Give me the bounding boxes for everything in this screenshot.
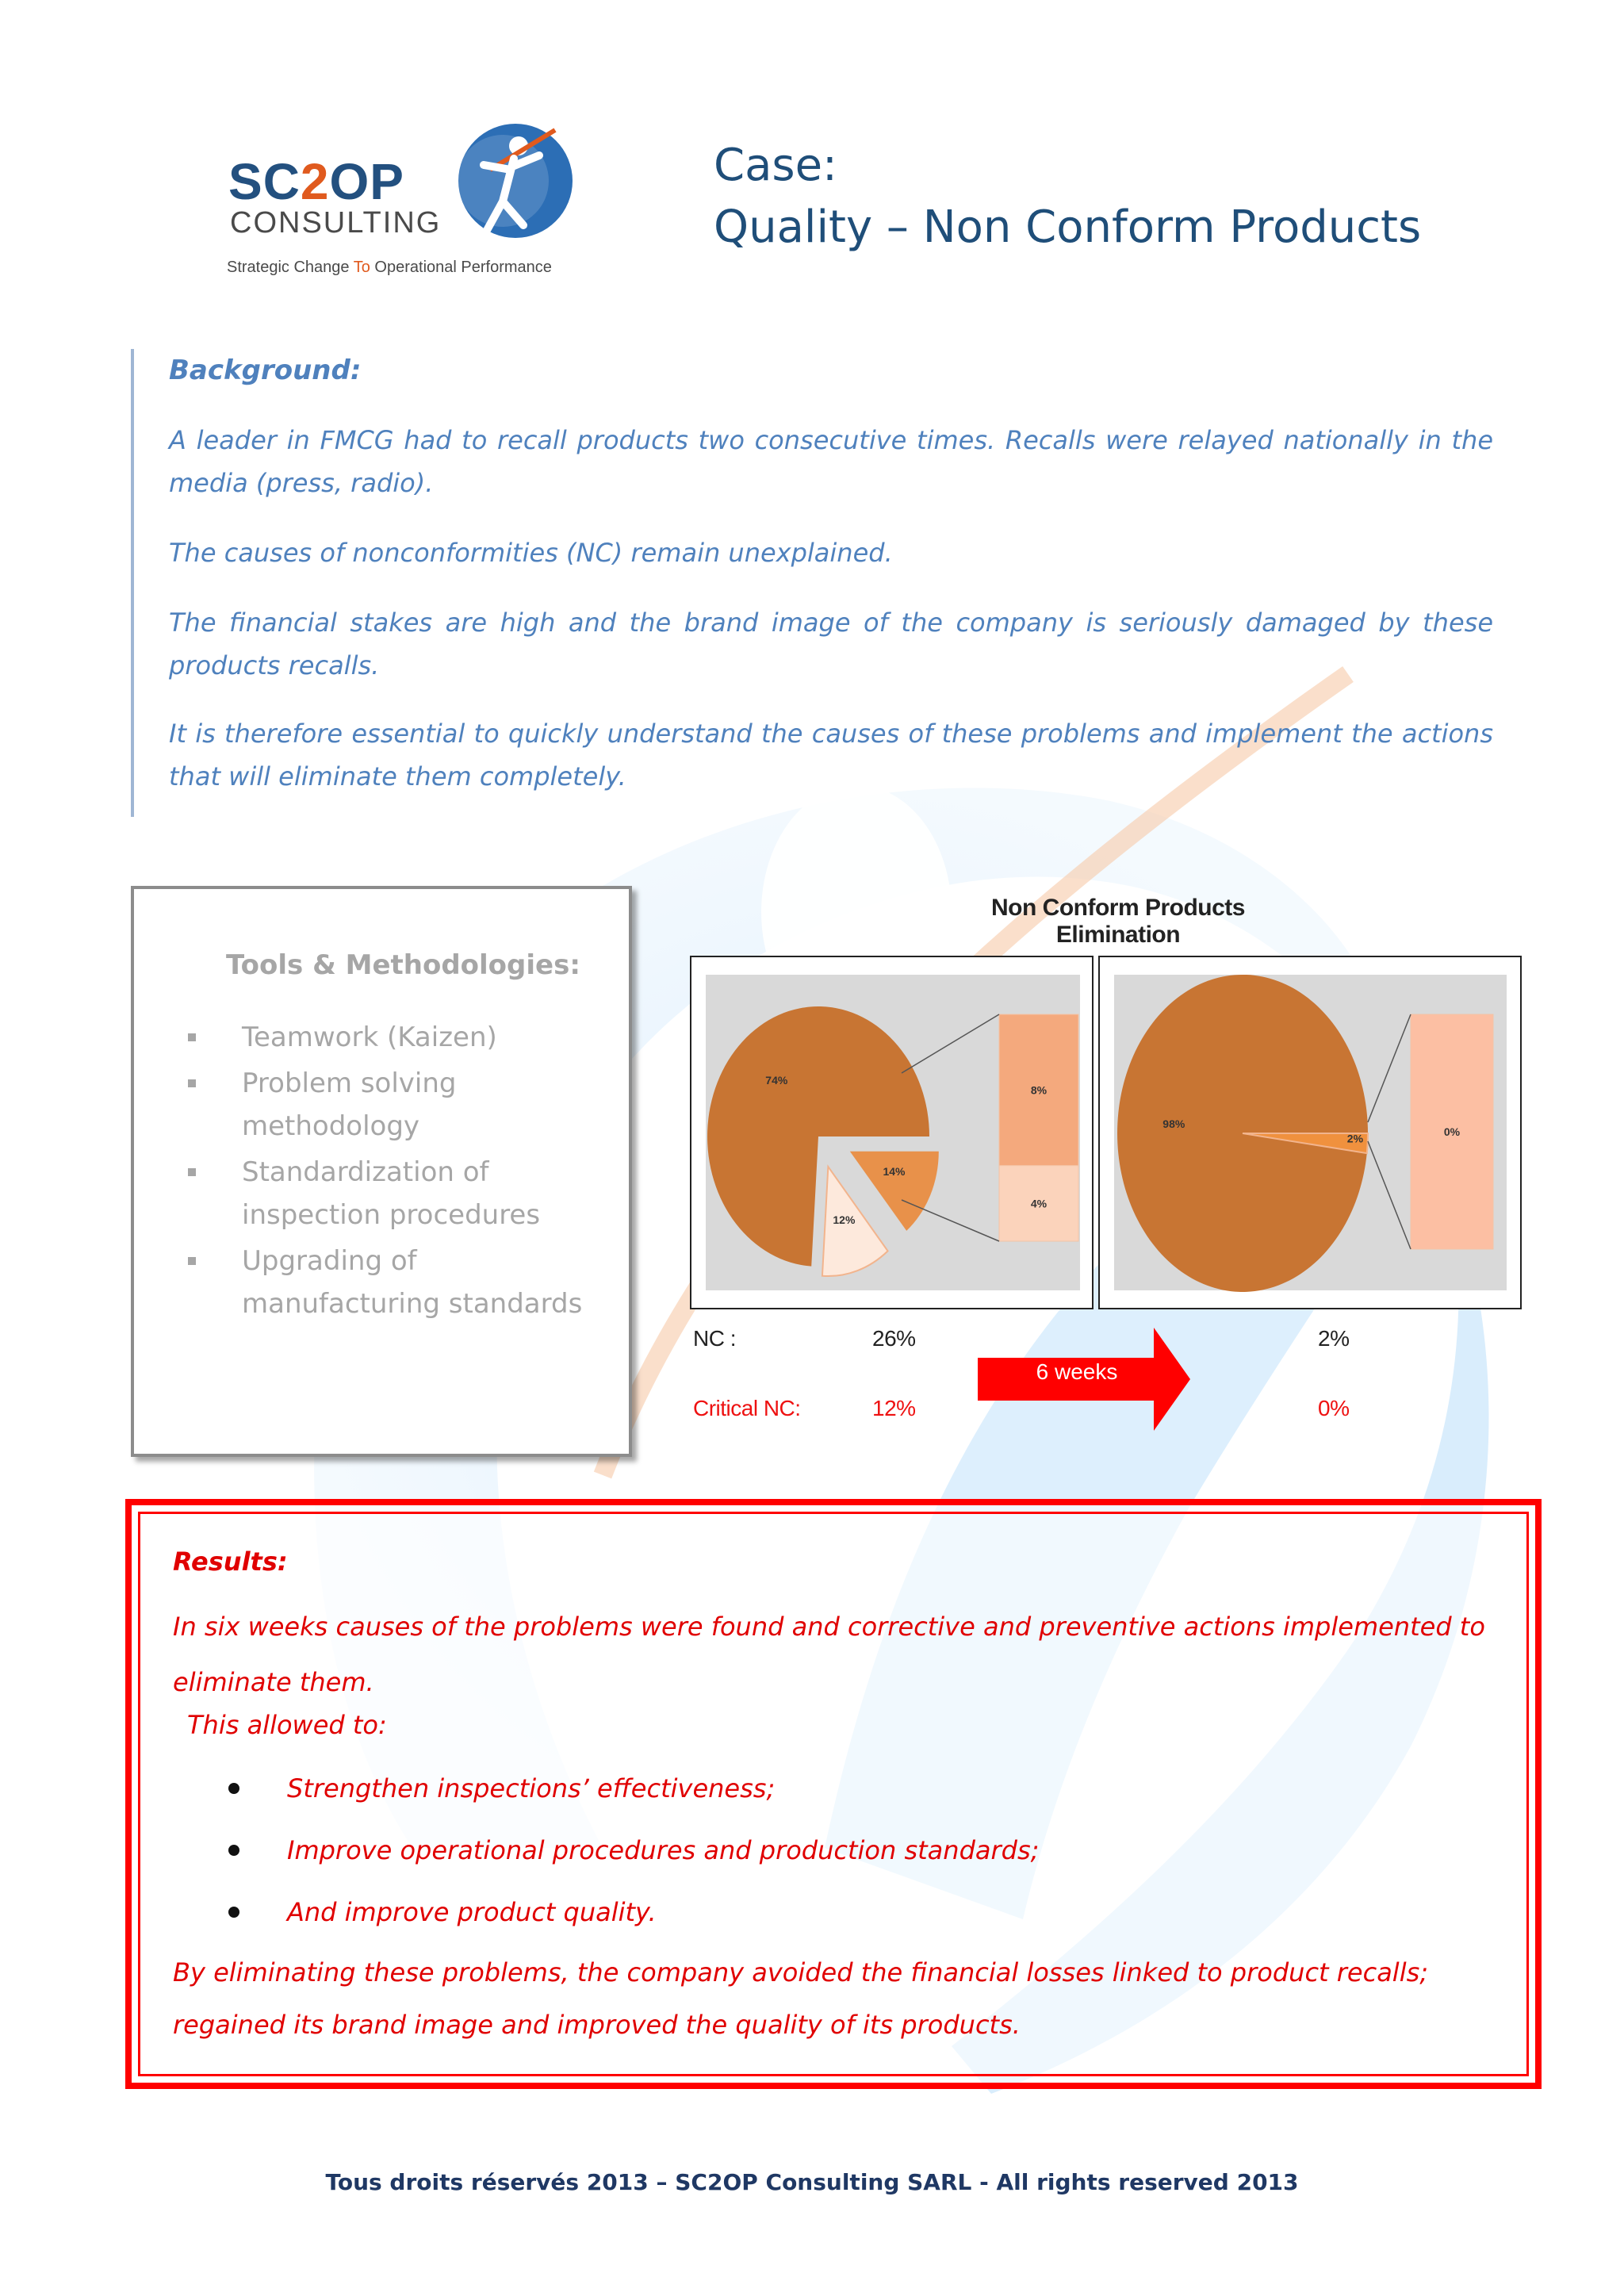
case-title-text: Quality – Non Conform Products bbox=[714, 201, 1422, 253]
results-intro: In six weeks causes of the problems were found and corrective and preventive actions implemented to eliminate them. bbox=[173, 1612, 1485, 1697]
background-heading: Background: bbox=[169, 355, 362, 386]
square-bullet-icon bbox=[188, 1168, 196, 1176]
list-item: Problem solving methodology bbox=[182, 1062, 594, 1148]
results-heading: Results: bbox=[173, 1547, 288, 1577]
pie-slice-label: 12% bbox=[833, 1213, 856, 1227]
pie-slice-label: 98% bbox=[1162, 1117, 1185, 1131]
list-item: Improve operational procedures and production standards; bbox=[227, 1819, 1039, 1881]
pie-chart-after bbox=[1100, 957, 1520, 1308]
bullet-icon bbox=[228, 1783, 239, 1794]
breakdown-bar-label: 8% bbox=[1030, 1083, 1048, 1097]
background-paragraph: The causes of nonconformities (NC) remain unexplained. bbox=[169, 538, 893, 568]
results-allowed: This allowed to: bbox=[187, 1710, 387, 1740]
results-list bbox=[227, 1757, 1039, 1943]
logo-tagline: Strategic Change To Operational Performance bbox=[227, 259, 552, 276]
results-conclusion: By eliminating these problems, the company avoided the financial losses linked to product recalls; regained its brand image and improved the quality of its products. bbox=[173, 1957, 1429, 2040]
list-item: Upgrading of manufacturing standards bbox=[182, 1240, 594, 1325]
list-item: Strengthen inspections’ effectiveness; bbox=[227, 1757, 1039, 1819]
tools-list bbox=[182, 1016, 594, 1328]
critical-nc-label: Critical NC: bbox=[693, 1396, 801, 1420]
nc-before-value: 26% bbox=[872, 1326, 916, 1351]
square-bullet-icon bbox=[188, 1033, 196, 1041]
pie-slice-label: 2% bbox=[1346, 1132, 1364, 1145]
bullet-icon bbox=[228, 1845, 239, 1856]
tools-methodologies-box bbox=[131, 886, 632, 1457]
background-paragraph: A leader in FMCG had to recall products two consecutive times. Recalls were relayed nationally in the media (press, radio). bbox=[169, 425, 1493, 498]
critical-nc-after-value: 0% bbox=[1318, 1396, 1350, 1420]
chart-before-panel bbox=[690, 956, 1094, 1309]
case-label: Case: bbox=[714, 140, 837, 191]
duration-arrow bbox=[978, 1326, 1192, 1432]
pie-chart-before bbox=[691, 957, 1092, 1308]
logo-subtitle: CONSULTING bbox=[230, 206, 442, 240]
tools-heading: Tools & Methodologies: bbox=[226, 949, 580, 981]
pie-slice-label: 74% bbox=[765, 1074, 788, 1087]
bullet-icon bbox=[228, 1907, 239, 1918]
footer-copyright: Tous droits réservés 2013 – SC2OP Consulting SARL - All rights reserved 2013 bbox=[325, 2169, 1299, 2195]
page-title bbox=[714, 135, 1421, 259]
square-bullet-icon bbox=[188, 1257, 196, 1265]
list-item: Standardization of inspection procedures bbox=[182, 1151, 594, 1236]
list-item: And improve product quality. bbox=[227, 1881, 1039, 1943]
logo-runner-icon bbox=[436, 114, 579, 249]
nc-after-value: 2% bbox=[1318, 1326, 1350, 1351]
breakdown-bar-label: 4% bbox=[1030, 1197, 1048, 1210]
pie-slice-label: 14% bbox=[883, 1165, 906, 1179]
list-item: Teamwork (Kaizen) bbox=[182, 1016, 594, 1059]
breakdown-bar-label: 0% bbox=[1443, 1125, 1461, 1138]
results-box bbox=[125, 1499, 1542, 2089]
nc-label: NC : bbox=[693, 1326, 736, 1351]
background-section bbox=[131, 349, 1498, 817]
chart-title: Non Conform Products Elimination bbox=[991, 895, 1245, 948]
critical-nc-before-value: 12% bbox=[872, 1396, 916, 1420]
duration-label: 6 weeks bbox=[1036, 1359, 1118, 1384]
background-paragraph: It is therefore essential to quickly understand the causes of these problems and implement the actions that will eliminate them completely. bbox=[169, 719, 1493, 792]
square-bullet-icon bbox=[188, 1079, 196, 1087]
company-logo bbox=[222, 111, 587, 293]
logo-wordmark: SC2OP bbox=[228, 153, 404, 210]
background-paragraph: The financial stakes are high and the brand image of the company is seriously damaged by these products recalls. bbox=[169, 608, 1493, 680]
chart-after-panel bbox=[1098, 956, 1522, 1309]
